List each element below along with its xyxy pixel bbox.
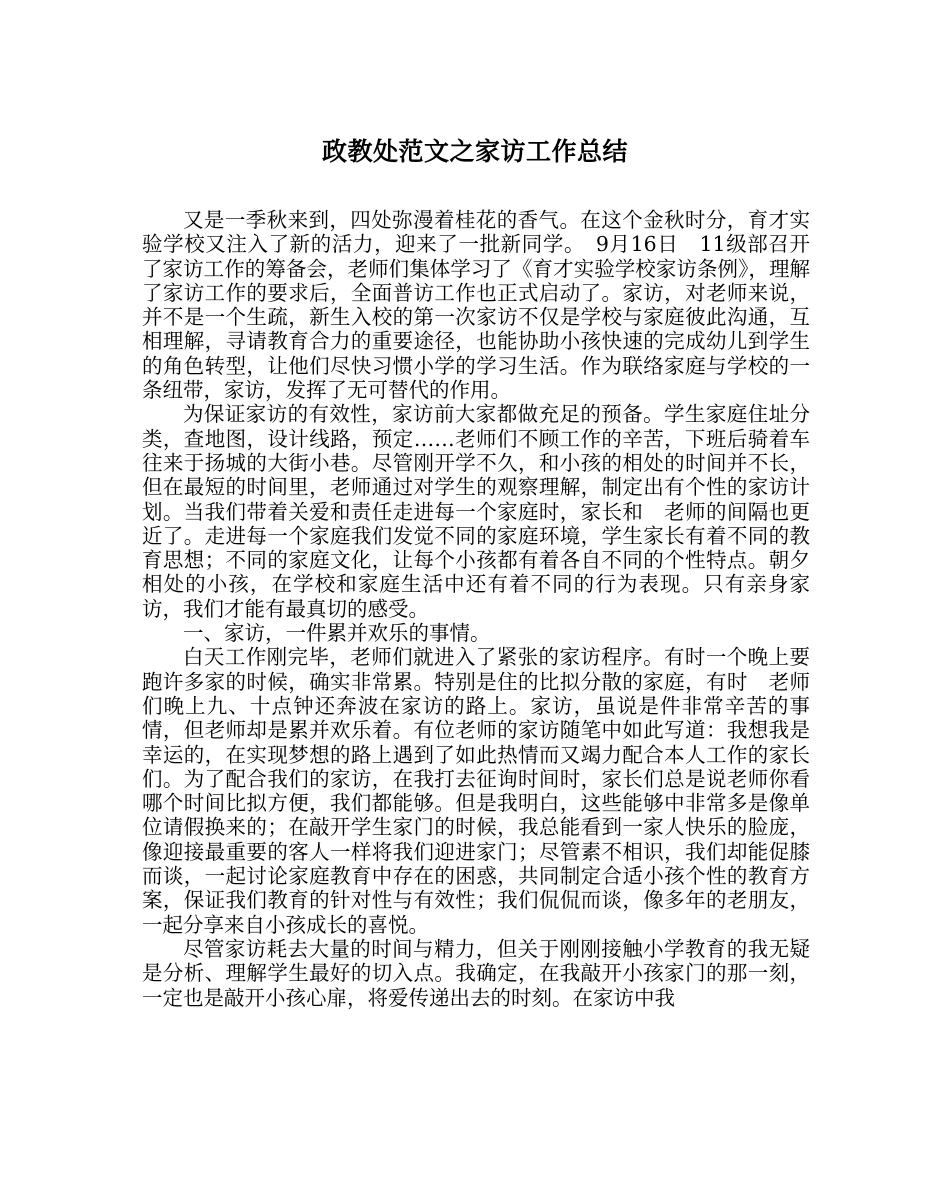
- page-title: 政教处范文之家访工作总结: [321, 137, 628, 166]
- document-body: [142, 208, 810, 1010]
- paragraph-reflection: 尽管家访耗去大量的时间与精力，但关于刚刚接触小学教育的我无疑是分析、理解学生最好的切入点。我确定，在我敲开小孩家门的那一刻，一定也是敲开小孩心扉，将爱传递出去的时刻。在家访中我: [142, 936, 810, 1010]
- paragraph-home-visits: 白天工作刚完毕，老师们就进入了紧张的家访程序。有时一个晚上要跑许多家的时候，确实非常累。特别是住的比拟分散的家庭，有时 老师们晚上九、十点钟还奔波在家访的路上。家访，虽说是件非常辛苦的事情，但老师却是累并欢乐着。有位老师的家访随笔中如此写道：我想我是幸运的，在实现梦想的路上遇到了如此热情而又竭力配合本人工作的家长们。为了配合我们的家访，在我打去征询时间时，家长们总是说老师你看哪个时间比拟方便，我们都能够。但是我明白，这些能够中非常多是像单位请假换来的；在敲开学生家门的时候，我总能看到一家人快乐的脸庞，像迎接最重要的客人一样将我们迎进家门；尽管素不相识，我们却能促膝而谈，一起讨论家庭教育中存在的困惑，共同制定合适小孩个性的教育方案，保证我们教育的针对性与有效性；我们侃侃而谈，像多年的老朋友，一起分享来自小孩成长的喜悦。: [142, 645, 810, 937]
- section-heading-1: 一、家访，一件累并欢乐的事情。: [183, 621, 491, 646]
- paragraph-preparation: 为保证家访的有效性，家访前大家都做充足的预备。学生家庭住址分类，查地图，设计线路，预定……老师们不顾工作的辛苦，下班后骑着车往来于扬城的大街小巷。尽管刚开学不久，和小孩的相处的时间并不长，但在最短的时间里，老师通过对学生的观察理解，制定出有个性的家访计划。当我们带着关爱和责任走进每一个家庭时，家长和 老师的间隔也更近了。走进每一个家庭我们发觉不同的家庭环境，学生家长有着不同的教育思想；不同的家庭文化，让每个小孩都有着各自不同的个性特点。朝夕相处的小孩，在学校和家庭生活中还有着不同的行为表现。只有亲身家访，我们才能有最真切的感受。: [142, 402, 810, 621]
- paragraph-intro: 又是一季秋来到，四处弥漫着桂花的香气。在这个金秋时分，育才实验学校又注入了新的活力，迎来了一批新同学。 9月16日 11级部召开了家访工作的筹备会，老师们集体学习了《育才实验学校家访条例》，理解了家访工作的要求后，全面普访工作也正式启动了。家访，对老师来说，并不是一个生疏，新生入校的第一次家访不仅是学校与家庭彼此沟通，互相理解，寻请教育合力的重要途径，也能协助小孩快速的完成幼儿到学生的角色转型，让他们尽快习惯小学的学习生活。作为联络家庭与学校的一条纽带，家访，发挥了无可替代的作用。: [142, 208, 810, 403]
